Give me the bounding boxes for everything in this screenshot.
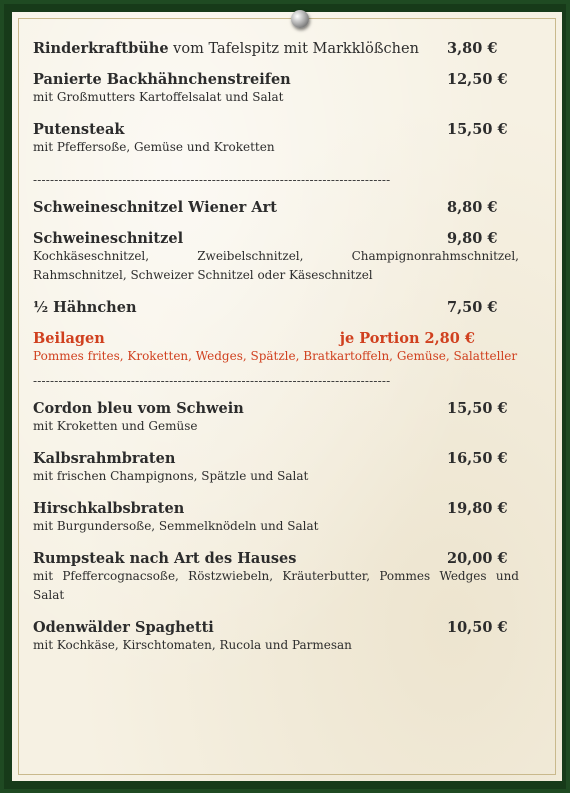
item-name: Putensteak <box>33 121 125 138</box>
item-price: 15,50 € <box>447 121 508 138</box>
menu-item <box>33 450 519 486</box>
item-price: 10,50 € <box>447 619 508 636</box>
menu-item <box>33 230 519 285</box>
item-name: Cordon bleu vom Schwein <box>33 400 244 417</box>
side-dishes-title: Beilagen <box>33 330 105 347</box>
item-description: mit frischen Champignons, Spätzle und Salat <box>33 469 309 483</box>
item-name-rest: vom Tafelspitz mit Markklößchen <box>168 41 419 57</box>
menu-item <box>33 121 519 157</box>
item-price: 20,00 € <box>447 550 508 567</box>
item-price: 7,50 € <box>447 299 498 316</box>
item-name: Rinderkraftbühe <box>33 40 169 57</box>
item-price: 12,50 € <box>447 71 508 88</box>
item-description: mit Kroketten und Gemüse <box>33 419 198 433</box>
side-dishes-price: je Portion 2,80 € <box>339 330 475 347</box>
menu-item <box>33 400 519 436</box>
item-price: 3,80 € <box>447 40 498 57</box>
pushpin-icon <box>291 10 309 28</box>
item-price: 16,50 € <box>447 450 508 467</box>
item-price: 15,50 € <box>447 400 508 417</box>
item-name: Panierte Backhähnchenstreifen <box>33 71 291 88</box>
item-description: mit Großmutters Kartoffelsalat und Salat <box>33 90 284 104</box>
item-name: ½ Hähnchen <box>33 299 137 316</box>
item-name: Odenwälder Spaghetti <box>33 619 214 636</box>
item-price: 8,80 € <box>447 199 498 216</box>
menu-item <box>33 71 519 107</box>
item-name: Kalbsrahmbraten <box>33 450 176 467</box>
menu-item <box>33 500 519 536</box>
menu-card <box>33 40 519 669</box>
side-dishes-list: Pommes frites, Kroketten, Wedges, Spätzle, Bratkartoffeln, Gemüse, Salatteller <box>33 349 518 363</box>
menu-item <box>33 550 519 605</box>
menu-item <box>33 199 519 216</box>
item-description: mit Pfeffersoße, Gemüse und Kroketten <box>33 140 275 154</box>
item-name: Rumpsteak nach Art des Hauses <box>33 550 297 567</box>
item-price: 19,80 € <box>447 500 508 517</box>
item-price: 9,80 € <box>447 230 498 247</box>
menu-item <box>33 619 519 655</box>
separator-line: ------------------------------------------------------------------------------------ <box>33 173 391 187</box>
item-description: mit Pfeffercognacsoße, Röstzwiebeln, Kräuterbutter, Pommes Wedges und Salat <box>33 569 519 602</box>
item-name: Schweineschnitzel Wiener Art <box>33 199 277 216</box>
item-description: Kochkäseschnitzel, Zweibelschnitzel, Champignonrahmschnitzel, Rahmschnitzel, Schweizer Schnitzel oder Käseschnitzel <box>33 249 519 282</box>
item-name: Schweineschnitzel <box>33 230 184 247</box>
side-dishes-section <box>33 330 519 366</box>
separator-line: ------------------------------------------------------------------------------------ <box>33 374 391 388</box>
menu-item <box>33 299 519 316</box>
item-description: mit Burgundersoße, Semmelknödeln und Salat <box>33 519 319 533</box>
item-name: Hirschkalbsbraten <box>33 500 185 517</box>
menu-item <box>33 40 519 57</box>
item-description: mit Kochkäse, Kirschtomaten, Rucola und Parmesan <box>33 638 352 652</box>
